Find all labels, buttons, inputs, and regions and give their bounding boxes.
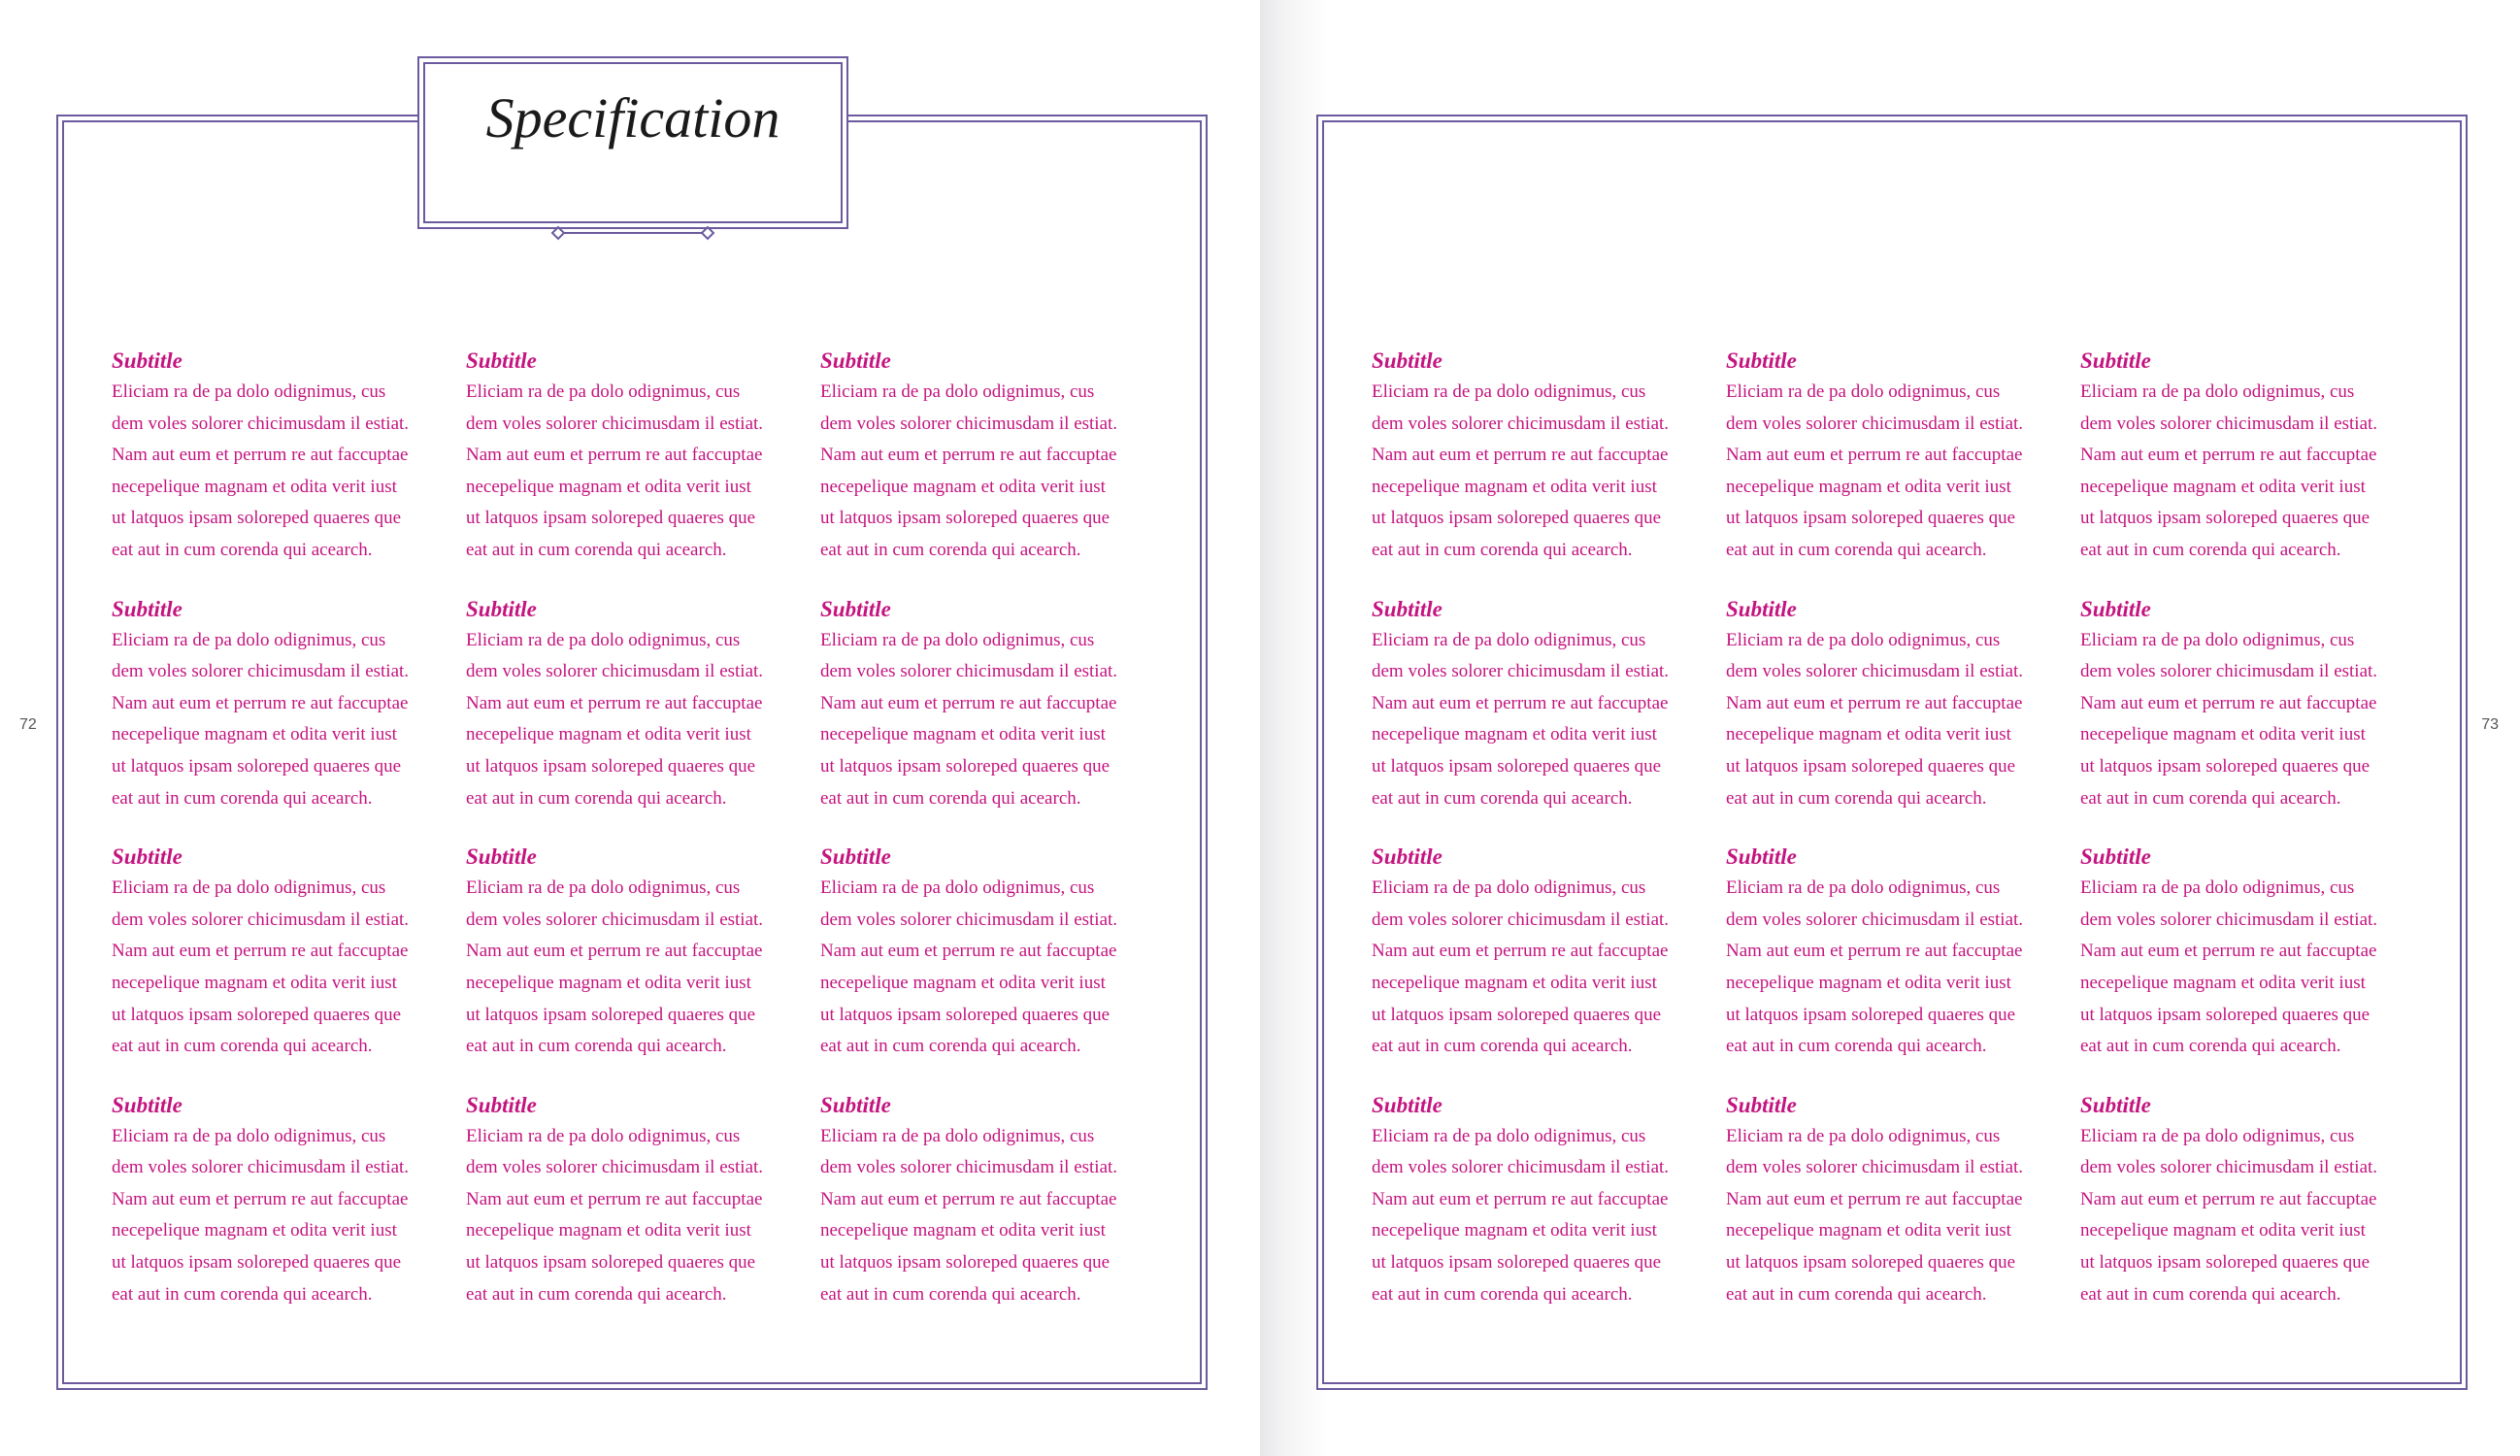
block-subtitle: Subtitle <box>1372 844 1442 870</box>
spec-block <box>2080 346 2420 567</box>
block-body-text: Eliciam ra de pa dolo odignimus, cus dem voles solorer chicimusdam il estiat. Nam aut eum et perrum re aut faccuptae necepelique magnam et odita verit iust ut latquos ipsam soloreped quaeres que eat aut in cum corenda qui acearch. <box>466 381 764 560</box>
spec-block <box>820 842 1160 1063</box>
spec-block <box>1372 594 1726 815</box>
block-body-text: Eliciam ra de pa dolo odignimus, cus dem voles solorer chicimusdam il estiat. Nam aut eum et perrum re aut faccuptae necepelique magnam et odita verit iust ut latquos ipsam soloreped quaeres que eat aut in cum corenda qui acearch. <box>466 629 764 809</box>
block-body-text: Eliciam ra de pa dolo odignimus, cus dem voles solorer chicimusdam il estiat. Nam aut eum et perrum re aut faccuptae necepelique magnam et odita verit iust ut latquos ipsam soloreped quaeres que eat aut in cum corenda qui acearch. <box>1726 629 2024 809</box>
block-body-text: Eliciam ra de pa dolo odignimus, cus dem voles solorer chicimusdam il estiat. Nam aut eum et perrum re aut faccuptae necepelique magnam et odita verit iust ut latquos ipsam soloreped quaeres que eat aut in cum corenda qui acearch. <box>820 877 1118 1057</box>
spec-block <box>1372 1090 1726 1311</box>
block-body-text: Eliciam ra de pa dolo odignimus, cus dem voles solorer chicimusdam il estiat. Nam aut eum et perrum re aut faccuptae necepelique magnam et odita verit iust ut latquos ipsam soloreped quaeres que eat aut in cum corenda qui acearch. <box>1726 381 2024 560</box>
block-subtitle: Subtitle <box>820 844 891 870</box>
block-subtitle: Subtitle <box>2080 1092 2151 1117</box>
spec-block <box>820 1090 1160 1311</box>
block-body-text: Eliciam ra de pa dolo odignimus, cus dem voles solorer chicimusdam il estiat. Nam aut eum et perrum re aut faccuptae necepelique magnam et odita verit iust ut latquos ipsam soloreped quaeres que eat aut in cum corenda qui acearch. <box>112 877 410 1057</box>
spec-block <box>1372 842 1726 1063</box>
block-body-text: Eliciam ra de pa dolo odignimus, cus dem voles solorer chicimusdam il estiat. Nam aut eum et perrum re aut faccuptae necepelique magnam et odita verit iust ut latquos ipsam soloreped quaeres que eat aut in cum corenda qui acearch. <box>112 381 410 560</box>
block-subtitle: Subtitle <box>2080 596 2151 621</box>
spec-block <box>820 346 1160 567</box>
block-subtitle: Subtitle <box>1726 348 1797 373</box>
block-subtitle: Subtitle <box>1372 348 1442 373</box>
block-subtitle: Subtitle <box>1372 1092 1442 1117</box>
right-page <box>1260 0 2520 1456</box>
spec-block <box>112 842 466 1063</box>
spec-block <box>2080 842 2420 1063</box>
block-body-text: Eliciam ra de pa dolo odignimus, cus dem voles solorer chicimusdam il estiat. Nam aut eum et perrum re aut faccuptae necepelique magnam et odita verit iust ut latquos ipsam soloreped quaeres que eat aut in cum corenda qui acearch. <box>112 1125 410 1305</box>
block-subtitle: Subtitle <box>112 1092 182 1117</box>
block-subtitle: Subtitle <box>820 596 891 621</box>
title-box <box>417 56 848 229</box>
right-content-grid <box>1372 346 2420 1310</box>
spec-block <box>1726 1090 2080 1311</box>
block-body-text: Eliciam ra de pa dolo odignimus, cus dem voles solorer chicimusdam il estiat. Nam aut eum et perrum re aut faccuptae necepelique magnam et odita verit iust ut latquos ipsam soloreped quaeres que eat aut in cum corenda qui acearch. <box>2080 381 2378 560</box>
block-subtitle: Subtitle <box>112 596 182 621</box>
page-number-right: 73 <box>2481 716 2499 733</box>
spec-block <box>466 346 820 567</box>
block-body-text: Eliciam ra de pa dolo odignimus, cus dem voles solorer chicimusdam il estiat. Nam aut eum et perrum re aut faccuptae necepelique magnam et odita verit iust ut latquos ipsam soloreped quaeres que eat aut in cum corenda qui acearch. <box>2080 629 2378 809</box>
block-body-text: Eliciam ra de pa dolo odignimus, cus dem voles solorer chicimusdam il estiat. Nam aut eum et perrum re aut faccuptae necepelique magnam et odita verit iust ut latquos ipsam soloreped quaeres que eat aut in cum corenda qui acearch. <box>1372 629 1670 809</box>
block-body-text: Eliciam ra de pa dolo odignimus, cus dem voles solorer chicimusdam il estiat. Nam aut eum et perrum re aut faccuptae necepelique magnam et odita verit iust ut latquos ipsam soloreped quaeres que eat aut in cum corenda qui acearch. <box>466 1125 764 1305</box>
block-subtitle: Subtitle <box>2080 348 2151 373</box>
spec-block <box>466 842 820 1063</box>
spec-block <box>1372 346 1726 567</box>
block-subtitle: Subtitle <box>466 844 537 870</box>
page-title: Specification <box>485 86 780 149</box>
spec-block <box>820 594 1160 815</box>
block-subtitle: Subtitle <box>466 348 537 373</box>
block-body-text: Eliciam ra de pa dolo odignimus, cus dem voles solorer chicimusdam il estiat. Nam aut eum et perrum re aut faccuptae necepelique magnam et odita verit iust ut latquos ipsam soloreped quaeres que eat aut in cum corenda qui acearch. <box>112 629 410 809</box>
ornament-divider-icon <box>550 225 715 241</box>
block-subtitle: Subtitle <box>1372 596 1442 621</box>
block-body-text: Eliciam ra de pa dolo odignimus, cus dem voles solorer chicimusdam il estiat. Nam aut eum et perrum re aut faccuptae necepelique magnam et odita verit iust ut latquos ipsam soloreped quaeres que eat aut in cum corenda qui acearch. <box>820 1125 1118 1305</box>
spec-block <box>1726 842 2080 1063</box>
block-body-text: Eliciam ra de pa dolo odignimus, cus dem voles solorer chicimusdam il estiat. Nam aut eum et perrum re aut faccuptae necepelique magnam et odita verit iust ut latquos ipsam soloreped quaeres que eat aut in cum corenda qui acearch. <box>466 877 764 1057</box>
spec-block <box>2080 594 2420 815</box>
spec-block <box>466 594 820 815</box>
block-subtitle: Subtitle <box>1726 1092 1797 1117</box>
spec-block <box>112 346 466 567</box>
spec-block <box>1726 346 2080 567</box>
spec-block <box>112 594 466 815</box>
spec-block <box>1726 594 2080 815</box>
block-body-text: Eliciam ra de pa dolo odignimus, cus dem voles solorer chicimusdam il estiat. Nam aut eum et perrum re aut faccuptae necepelique magnam et odita verit iust ut latquos ipsam soloreped quaeres que eat aut in cum corenda qui acearch. <box>1372 1125 1670 1305</box>
block-subtitle: Subtitle <box>1726 844 1797 870</box>
block-body-text: Eliciam ra de pa dolo odignimus, cus dem voles solorer chicimusdam il estiat. Nam aut eum et perrum re aut faccuptae necepelique magnam et odita verit iust ut latquos ipsam soloreped quaeres que eat aut in cum corenda qui acearch. <box>1372 877 1670 1057</box>
spec-block <box>466 1090 820 1311</box>
block-body-text: Eliciam ra de pa dolo odignimus, cus dem voles solorer chicimusdam il estiat. Nam aut eum et perrum re aut faccuptae necepelique magnam et odita verit iust ut latquos ipsam soloreped quaeres que eat aut in cum corenda qui acearch. <box>820 629 1118 809</box>
spec-block <box>2080 1090 2420 1311</box>
block-subtitle: Subtitle <box>2080 844 2151 870</box>
spec-block <box>112 1090 466 1311</box>
block-subtitle: Subtitle <box>820 1092 891 1117</box>
page-number-left: 72 <box>19 716 37 733</box>
left-content-grid <box>112 346 1160 1310</box>
block-body-text: Eliciam ra de pa dolo odignimus, cus dem voles solorer chicimusdam il estiat. Nam aut eum et perrum re aut faccuptae necepelique magnam et odita verit iust ut latquos ipsam soloreped quaeres que eat aut in cum corenda qui acearch. <box>2080 1125 2378 1305</box>
block-subtitle: Subtitle <box>466 596 537 621</box>
block-body-text: Eliciam ra de pa dolo odignimus, cus dem voles solorer chicimusdam il estiat. Nam aut eum et perrum re aut faccuptae necepelique magnam et odita verit iust ut latquos ipsam soloreped quaeres que eat aut in cum corenda qui acearch. <box>2080 877 2378 1057</box>
block-subtitle: Subtitle <box>112 348 182 373</box>
block-body-text: Eliciam ra de pa dolo odignimus, cus dem voles solorer chicimusdam il estiat. Nam aut eum et perrum re aut faccuptae necepelique magnam et odita verit iust ut latquos ipsam soloreped quaeres que eat aut in cum corenda qui acearch. <box>1372 381 1670 560</box>
block-subtitle: Subtitle <box>466 1092 537 1117</box>
block-body-text: Eliciam ra de pa dolo odignimus, cus dem voles solorer chicimusdam il estiat. Nam aut eum et perrum re aut faccuptae necepelique magnam et odita verit iust ut latquos ipsam soloreped quaeres que eat aut in cum corenda qui acearch. <box>1726 877 2024 1057</box>
block-subtitle: Subtitle <box>1726 596 1797 621</box>
block-subtitle: Subtitle <box>112 844 182 870</box>
block-body-text: Eliciam ra de pa dolo odignimus, cus dem voles solorer chicimusdam il estiat. Nam aut eum et perrum re aut faccuptae necepelique magnam et odita verit iust ut latquos ipsam soloreped quaeres que eat aut in cum corenda qui acearch. <box>1726 1125 2024 1305</box>
block-body-text: Eliciam ra de pa dolo odignimus, cus dem voles solorer chicimusdam il estiat. Nam aut eum et perrum re aut faccuptae necepelique magnam et odita verit iust ut latquos ipsam soloreped quaeres que eat aut in cum corenda qui acearch. <box>820 381 1118 560</box>
block-subtitle: Subtitle <box>820 348 891 373</box>
